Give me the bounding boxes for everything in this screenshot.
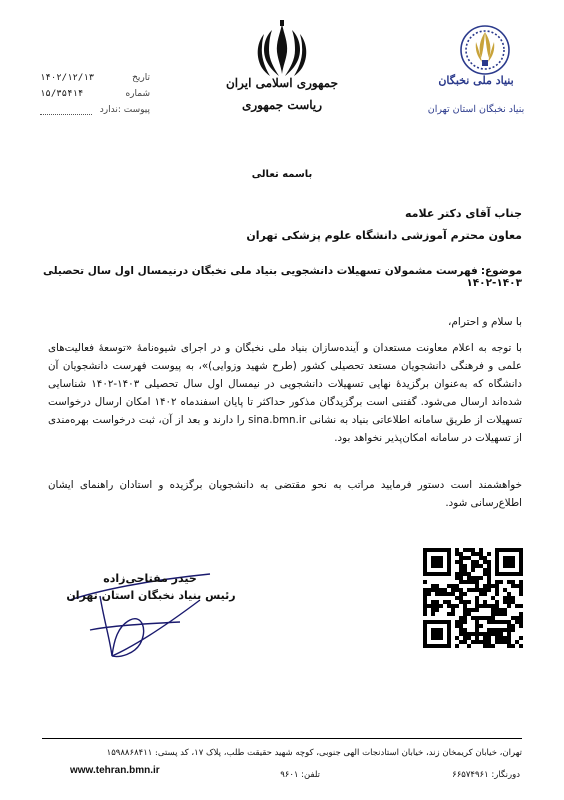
subject-label: موضوع:: [480, 265, 522, 277]
signer-name: حیدر مفتاحی‌زاده: [103, 572, 197, 585]
number-value: ۱۵/۳۵۴۱۴: [40, 89, 84, 99]
attachment-dots: [40, 106, 92, 115]
foundation-name: بنیاد ملی نخبگان: [438, 74, 514, 87]
qr-code-icon[interactable]: [423, 548, 523, 648]
iran-emblem-icon: [250, 18, 314, 82]
footer-phone: تلفن: ۹۶۰۱: [280, 770, 320, 780]
body-paragraph-1: با توجه به اعلام معاونت مستعدان و آینده‌سازان بنیاد ملی نخبگان و در اجرای شیوه‌نامهٔ «توسعهٔ فعالیت‌های علمی و فرهنگی دانشجویان مستعد تحصیلی کشور (طرح شهید وزوایی)»، به پیوست فهرست دانشجویان آن دانشگاه که به‌عنوان برگزیدهٔ نهایی تسهیلات دانشجویی در نیمسال اول سال تحصیلی ۱۴۰۳-۱۴۰۲ شناسایی شده‌اند ارسال می‌شود. گفتنی است برگزیدگان مذکور حداکثر تا پایان اسفندماه ۱۴۰۲ امکان ارسال درخواست تسهیلات از طریق سامانه اطلاعاتی بنیاد به نشانی sina.bmn.ir را دارند و بعد از آن، ثبت درخواست بهره‌مندی از تسهیلات در سامانه امکان‌پذیر نخواهد بود.: [48, 342, 523, 444]
emblem-subtitle: ریاست جمهوری: [241, 98, 323, 112]
date-label: تاریخ: [132, 73, 150, 83]
addressee: جناب آقای دکتر علامه: [405, 207, 522, 220]
meta-date: [40, 71, 150, 83]
subject-line: [42, 265, 522, 289]
signer-title: رئیس بنیاد نخبگان استان تهران: [66, 589, 236, 602]
footer-website-link[interactable]: www.tehran.bmn.ir: [70, 765, 160, 776]
greeting: با سلام و احترام،: [448, 316, 522, 328]
meta-attachment: [40, 103, 150, 115]
body-paragraph-2: خواهشمند است دستور فرمایید مراتب به نحو مقتضی به دانشجویان برگزیده و استادان راهنمای ایشان اطلاع‌رسانی شود.: [48, 479, 522, 509]
emblem-title: جمهوری اسلامی ایران: [225, 76, 339, 90]
footer-fax: دورنگار: ۶۶۵۷۴۹۶۱: [452, 770, 520, 780]
number-label: شماره: [125, 89, 150, 99]
subject-text: فهرست مشمولان تسهیلات دانشجویی بنیاد ملی نخبگان درنیمسال اول سال تحصیلی ۱۴۰۳-۱۴۰۲: [43, 265, 522, 289]
bismillah: باسمه تعالی: [251, 169, 313, 180]
date-value: ۱۴۰۲/۱۲/۱۳: [40, 73, 95, 83]
footer-divider: [42, 738, 522, 739]
foundation-logo-icon: [454, 22, 516, 78]
foundation-branch: بنیاد نخبگان استان تهران: [427, 104, 525, 115]
attachment-label: پیوست :ندارد: [99, 105, 150, 115]
footer-address: تهران، خیابان کریمخان زند، خیابان استادنجات الهی جنوبی، کوچه شهید حقیقت طلب، پلاک ۱۷، کد پستی: ۱۵۹۸۸۶۸۴۱۱: [106, 748, 522, 758]
meta-number: [40, 87, 150, 99]
addressee-title: معاون محترم آموزشی دانشگاه علوم پزشکی تهران: [246, 229, 522, 242]
